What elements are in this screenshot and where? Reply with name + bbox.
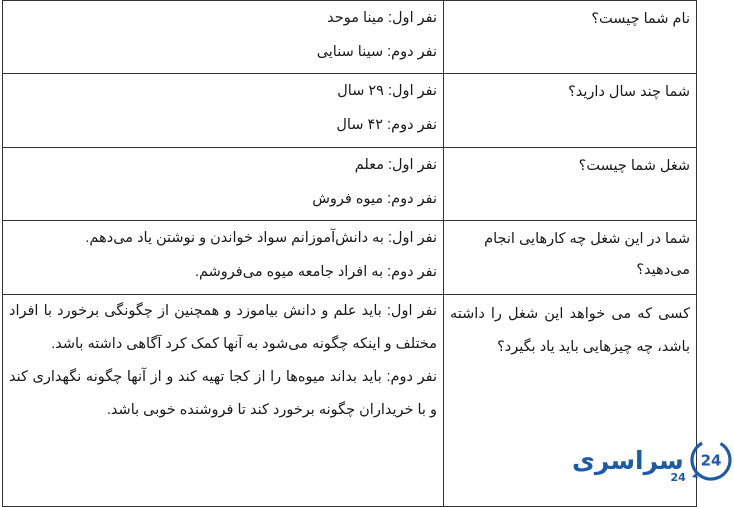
- question-text: شغل شما چیست؟: [578, 158, 690, 174]
- logo-badge-number: 24: [700, 451, 722, 470]
- answer-cell: [3, 295, 444, 507]
- sarasari24-logo: [572, 437, 734, 483]
- table-row: [3, 148, 697, 221]
- question-text: نام شما چیست؟: [591, 11, 690, 27]
- answer-cell: [3, 221, 444, 295]
- question-cell: [444, 148, 697, 221]
- answer-second-person: نفر دوم: ۴۲ سال: [336, 117, 437, 133]
- question-text-line-1: شما در این شغل چه کارهایی انجام: [484, 231, 690, 247]
- question-cell: [444, 221, 697, 295]
- table-row: [3, 74, 697, 148]
- answer-cell: [3, 74, 444, 148]
- table-row: [3, 1, 697, 74]
- question-text: کسی که می خواهد این شغل را داشته باشد، چه چیزهایی باید یاد بگیرد؟: [450, 306, 690, 355]
- logo-badge-icon: [688, 437, 734, 483]
- question-cell: [444, 74, 697, 148]
- answer-first-person: نفر اول: باید علم و دانش بیاموزد و همچنین از چگونگی برخورد با افراد مختلف و اینکه چگونه می‌شود به آنها کمک کرد آگاهی داشته باشد.: [9, 303, 437, 352]
- answer-first-person: نفر اول: مینا موحد: [327, 10, 437, 26]
- answer-second-person: نفر دوم: میوه فروش: [312, 191, 437, 207]
- question-cell: [444, 1, 697, 74]
- logo-wordmark: [572, 445, 686, 484]
- table-row: [3, 221, 697, 295]
- answer-second-person: نفر دوم: سینا سنایی: [316, 44, 437, 60]
- qa-table: [2, 0, 697, 507]
- logo-subscript: 24: [670, 470, 686, 484]
- answer-second-person: نفر دوم: به افراد جامعه میوه می‌فروشم.: [194, 264, 437, 280]
- answer-second-person: نفر دوم: باید بداند میوه‌ها را از کجا تهیه کند و از آنها چگونه نگهداری کند و با خریداران چگونه برخورد کند تا فروشنده خوبی باشد.: [9, 369, 437, 418]
- logo-text: سراسری: [572, 445, 684, 475]
- answer-first-person: نفر اول: به دانش‌آموزانم سواد خواندن و نوشتن یاد می‌دهم.: [85, 230, 437, 246]
- answer-first-person: نفر اول: ۲۹ سال: [337, 83, 437, 99]
- question-text: شما چند سال دارید؟: [568, 84, 690, 100]
- question-text-line-2: می‌دهید؟: [636, 262, 690, 278]
- answer-cell: [3, 1, 444, 74]
- answer-first-person: نفر اول: معلم: [354, 157, 437, 173]
- answer-cell: [3, 148, 444, 221]
